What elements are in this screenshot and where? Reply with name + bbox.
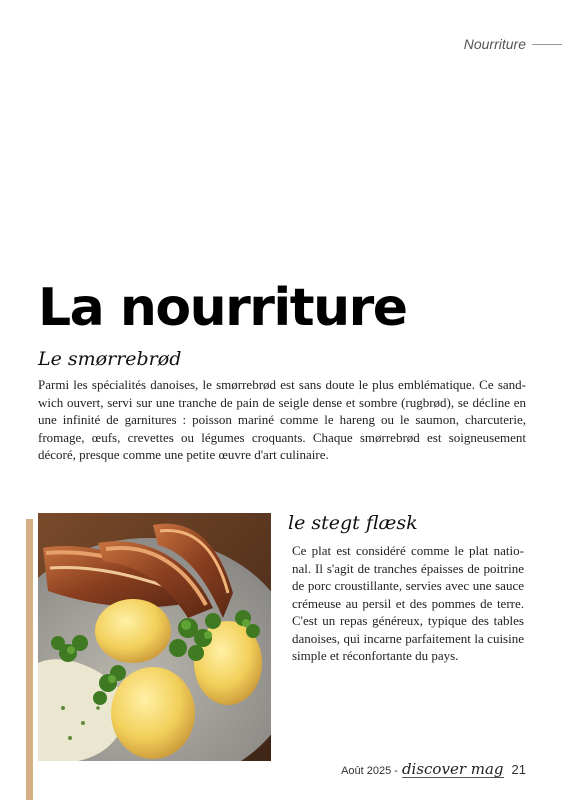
footer-date: Août 2025 - <box>341 765 398 777</box>
page-footer <box>341 762 526 778</box>
accent-bar <box>26 519 33 800</box>
stegt-flaesk-paragraph: Ce plat est considéré comme le plat national. Il s'agit de tranches épaisses de poitrine de porc croustillante, servies avec une sauce crémeuse au persil et des pommes de terre. C'est un repas généreux, typique des tables danoises, qui incarne parfaitement la cuisine simple et réconfortante du pays. <box>292 543 524 663</box>
page-number: 21 <box>511 762 526 777</box>
footer-brand: discover mag <box>401 760 504 778</box>
smorrebrod-paragraph: Parmi les spécialités danoises, le smørrebrød est sans doute le plus emblématique. Ce sandwich ouvert, servi sur une tranche de pain de seigle dense et sombre (rugbrød), se décline en une infinité de garnitures : poisson mariné comme le hareng ou le saumon, charcuterie, fromage, œufs, crevettes ou légumes croquants. Chaque smørrebrød est soigneusement décoré, presque comme une petite œuvre d'art culinaire. <box>38 377 526 462</box>
page-title: La nourriture <box>38 278 407 338</box>
section-label: Nourriture <box>463 36 526 52</box>
smorrebrod-subtitle: Le smørrebrød <box>38 348 182 370</box>
stegt-flaesk-photo <box>38 513 271 761</box>
stegt-flaesk-subtitle: le stegt flæsk <box>288 512 418 534</box>
section-divider <box>532 44 562 45</box>
